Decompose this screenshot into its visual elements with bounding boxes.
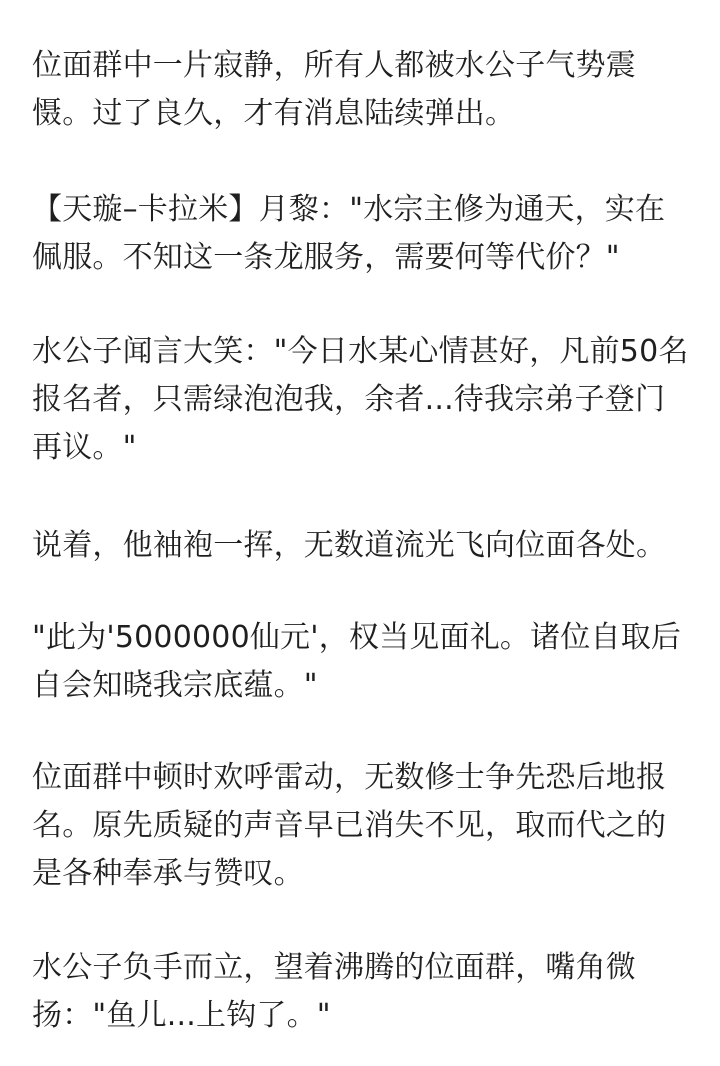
paragraph-line: "此为'5000000仙元'，权当见面礼。诸位自取后	[32, 620, 682, 655]
paragraph-4	[32, 522, 700, 570]
paragraph-line: 慑。过了良久，才有消息陆续弹出。	[32, 96, 516, 131]
paragraph-line: 水公子闻言大笑："今日水某心情甚好，凡前50名	[32, 334, 689, 369]
paragraph-3	[32, 328, 700, 472]
paragraph-5	[32, 614, 700, 710]
paragraph-line: 自会知晓我宗底蕴。"	[32, 668, 318, 703]
paragraph-line: 扬："鱼儿...上钩了。"	[32, 998, 331, 1033]
paragraph-line: 说着，他袖袍一挥，无数道流光飞向位面各处。	[32, 528, 667, 563]
paragraph-6	[32, 754, 700, 898]
paragraph-line: 位面群中顿时欢呼雷动，无数修士争先恐后地报	[32, 760, 667, 795]
paragraph-1	[32, 42, 700, 138]
paragraph-line: 【天璇–卡拉米】月黎："水宗主修为通天，实在	[32, 192, 666, 227]
paragraph-2	[32, 186, 700, 282]
paragraph-line: 名。原先质疑的声音早已消失不见，取而代之的	[32, 808, 667, 843]
paragraph-line: 位面群中一片寂静，所有人都被水公子气势震	[32, 48, 636, 83]
paragraph-line: 是各种奉承与赞叹。	[32, 856, 304, 891]
paragraph-line: 水公子负手而立，望着沸腾的位面群，嘴角微	[32, 950, 636, 985]
paragraph-line: 佩服。不知这一条龙服务，需要何等代价？"	[32, 240, 620, 275]
paragraph-7	[32, 944, 700, 1040]
paragraph-line: 再议。"	[32, 430, 137, 465]
paragraph-line: 报名者，只需绿泡泡我，余者...待我宗弟子登门	[32, 382, 666, 417]
